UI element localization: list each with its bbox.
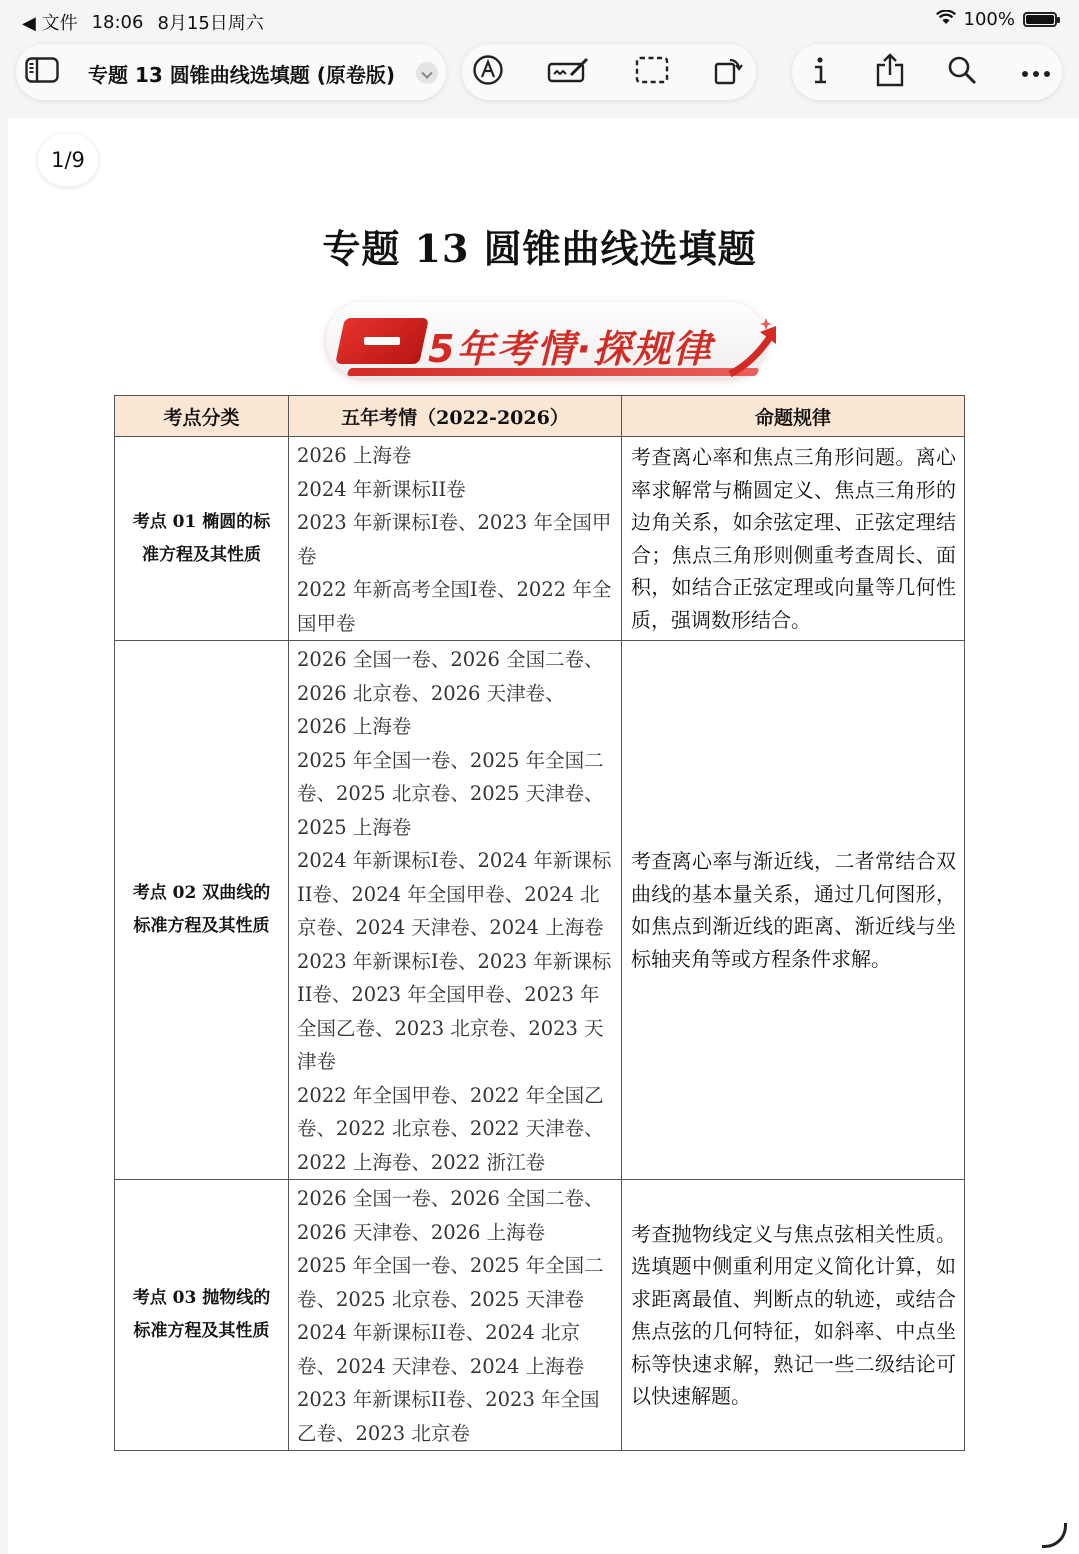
banner-text: 5年考情·探规律	[428, 327, 713, 371]
category-line: 标准方程及其性质	[133, 1321, 270, 1341]
exam-year-entry: 2023 年新课标II卷、2023 年全国乙卷、2023 北京卷	[297, 1388, 600, 1445]
rule-cell: 考查抛物线定义与焦点弦相关性质。选填题中侧重利用定义简化计算，如求距离最值、判断点的轨迹，或结合焦点弦的几何特征，如斜率、中点坐标等快速求解，熟记一些二级结论可以快速解题。	[622, 1180, 965, 1451]
more-button[interactable]	[1018, 54, 1054, 90]
title-menu-button[interactable]	[416, 62, 438, 84]
exam-year-entry: 2026 全国一卷、2026 全国二卷、2026 天津卷、2026 上海卷	[297, 1187, 604, 1244]
document-actions-bar	[792, 44, 1062, 100]
document-title-bar	[16, 44, 446, 100]
exam-analysis-table	[114, 395, 965, 1451]
exam-year-entry: 2022 年全国甲卷、2022 年全国乙卷、2022 北京卷、2022 天津卷、2022 上海卷、2022 浙江卷	[297, 1083, 604, 1174]
arrow-up-right-icon	[728, 316, 784, 382]
status-time: 18:06	[91, 11, 144, 33]
battery-percent: 100%	[963, 9, 1015, 30]
exam-year-entry: 2023 年新课标I卷、2023 年新课标II卷、2023 年全国甲卷、2023 年全国乙卷、2023 北京卷、2023 天津卷	[297, 949, 612, 1073]
exam-year-entry: 2025 年全国一卷、2025 年全国二卷、2025 北京卷、2025 天津卷、2025 上海卷	[297, 748, 604, 839]
years-cell	[289, 641, 622, 1180]
select-button[interactable]	[634, 54, 670, 90]
rotate-button[interactable]	[710, 54, 746, 90]
years-cell	[289, 437, 622, 641]
battery-icon	[1023, 12, 1057, 27]
category-line: 考点 01 椭圆的标	[132, 511, 271, 532]
search-button[interactable]	[944, 54, 980, 90]
wifi-icon	[936, 9, 956, 30]
category-line: 标准方程及其性质	[133, 916, 270, 936]
info-icon	[812, 55, 828, 89]
info-button[interactable]	[802, 54, 838, 90]
category-cell	[115, 437, 289, 641]
exam-year-entry: 2022 年新高考全国I卷、2022 年全国甲卷	[297, 578, 612, 635]
signature-icon	[547, 55, 591, 89]
rule-cell: 考查离心率和焦点三角形问题。离心率求解常与椭圆定义、焦点三角形的边角关系，如余弦定理、正弦定理结合；焦点三角形则侧重考查周长、面积，如结合正弦定理或向量等几何性质，强调数形结合。	[622, 437, 965, 641]
sidebar-toggle-icon	[25, 57, 59, 87]
exam-year-entry: 2026 全国一卷、2026 全国二卷、2026 北京卷、2026 天津卷、2026 上海卷	[297, 648, 604, 738]
exam-year-entry: 2025 年全国一卷、2025 年全国二卷、2025 北京卷、2025 天津卷	[297, 1254, 604, 1311]
status-date: 8月15日周六	[157, 13, 264, 34]
exam-year-entry: 2024 年新课标II卷	[297, 477, 466, 501]
table-row	[115, 437, 965, 641]
markup-pen-icon	[472, 54, 504, 90]
document-title-heading: 专题 13 圆锥曲线选填题	[322, 226, 757, 271]
category-line: 考点 02 双曲线的	[132, 883, 271, 903]
sidebar-toggle-button[interactable]	[24, 54, 60, 90]
markup-button[interactable]	[470, 54, 506, 90]
share-icon	[875, 53, 905, 91]
back-to-files-link[interactable]: ◀ 文件	[22, 13, 78, 34]
selection-box-icon	[635, 56, 669, 88]
exam-year-entry: 2023 年新课标I卷、2023 年全国甲卷	[297, 511, 612, 568]
exam-year-entry: 2024 年新课标I卷、2024 年新课标II卷、2024 年全国甲卷、2024 北京卷、2024 天津卷、2024 上海卷	[297, 849, 612, 939]
table-row	[115, 1180, 965, 1451]
column-header: 考点分类	[115, 396, 289, 437]
signature-button[interactable]	[546, 54, 592, 90]
search-icon	[947, 55, 977, 89]
exam-year-entry: 2026 上海卷	[297, 444, 412, 467]
table-row	[115, 641, 965, 1180]
more-icon	[1021, 63, 1051, 82]
markup-toolbar	[462, 44, 756, 100]
category-cell	[115, 1180, 289, 1451]
section-banner	[320, 296, 786, 386]
column-header: 命题规律	[622, 396, 965, 437]
years-cell	[289, 1180, 622, 1451]
table-header-row	[115, 396, 965, 437]
rotate-page-icon	[712, 54, 744, 90]
rule-cell: 考查离心率与渐近线，二者常结合双曲线的基本量关系，通过几何图形，如焦点到渐近线的距离、渐近线与坐标轴夹角等或方程条件求解。	[622, 641, 965, 1180]
document-title[interactable]: 专题 13 圆锥曲线选填题 (原卷版)	[88, 63, 396, 87]
column-header: 五年考情（2022-2026）	[289, 396, 622, 437]
status-bar	[0, 0, 1079, 40]
category-line: 考点 03 抛物线的	[132, 1288, 271, 1308]
chevron-down-icon	[421, 64, 433, 83]
share-button[interactable]	[872, 54, 908, 90]
section-number-tag	[335, 318, 429, 364]
category-line: 准方程及其性质	[142, 544, 261, 565]
exam-year-entry: 2024 年新课标II卷、2024 北京卷、2024 天津卷、2024 上海卷	[297, 1321, 585, 1378]
page-indicator[interactable]: 1/9	[38, 134, 98, 186]
category-cell	[115, 641, 289, 1180]
